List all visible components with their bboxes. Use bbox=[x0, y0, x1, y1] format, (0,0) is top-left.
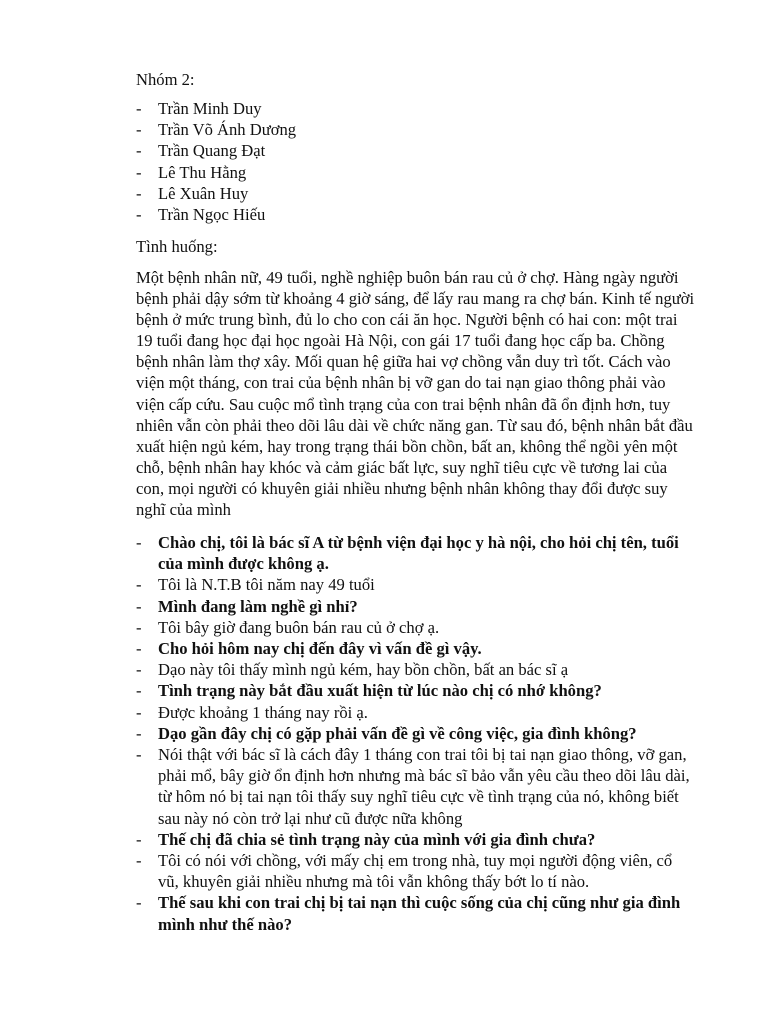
dialogue-list bbox=[136, 532, 696, 935]
patient-answer bbox=[136, 850, 696, 892]
dialogue-text: Được khoảng 1 tháng nay rồi ạ. bbox=[158, 702, 368, 722]
patient-answer bbox=[136, 744, 696, 829]
bullet-dash: - bbox=[136, 99, 142, 118]
dialogue-text: Tôi có nói với chồng, với mấy chị em trong nhà, tuy mọi người động viên, cổ vũ, khuyên giải nhiều nhưng mà tôi vẫn không thấy bớt lo tí nào. bbox=[158, 851, 673, 892]
dialogue-text: Tôi bây giờ đang buôn bán rau củ ở chợ ạ. bbox=[158, 617, 440, 637]
bullet-dash: - bbox=[136, 596, 142, 616]
dialogue-text: Thế sau khi con trai chị bị tai nạn thì cuộc sống của chị cũng như gia đình mình như thế nào? bbox=[158, 893, 681, 934]
bullet-dash: - bbox=[136, 141, 142, 161]
doctor-question bbox=[136, 892, 696, 934]
member-item bbox=[136, 162, 296, 183]
member-name: Trần Quang Đạt bbox=[158, 141, 266, 161]
member-item bbox=[136, 204, 296, 225]
dialogue-text: Cho hỏi hôm nay chị đến đây vì vấn đề gì vậy. bbox=[158, 639, 482, 659]
doctor-question bbox=[136, 680, 696, 701]
bullet-dash: - bbox=[136, 617, 142, 637]
member-item bbox=[136, 183, 296, 204]
dialogue-text: Dạo này tôi thấy mình ngủ kém, hay bồn chồn, bất an bác sĩ ạ bbox=[158, 660, 569, 680]
member-name: Lê Thu Hằng bbox=[158, 162, 247, 182]
dialogue-text: Mình đang làm nghề gì nhỉ? bbox=[158, 596, 358, 616]
bullet-dash: - bbox=[136, 120, 142, 140]
bullet-dash: - bbox=[136, 162, 142, 182]
patient-answer bbox=[136, 659, 696, 680]
doctor-question bbox=[136, 638, 696, 659]
dialogue-text: Tôi là N.T.B tôi năm nay 49 tuổi bbox=[158, 575, 375, 595]
dialogue-text: Tình trạng này bắt đầu xuất hiện từ lúc nào chị có nhớ không? bbox=[158, 681, 602, 701]
doctor-question bbox=[136, 596, 696, 617]
dialogue-text: Chào chị, tôi là bác sĩ A từ bệnh viện đại học y hà nội, cho hỏi chị tên, tuổi của mình được không ạ. bbox=[158, 533, 679, 574]
bullet-dash: - bbox=[136, 829, 142, 849]
bullet-dash: - bbox=[136, 681, 142, 701]
patient-answer bbox=[136, 617, 696, 638]
member-list bbox=[136, 98, 296, 225]
bullet-dash: - bbox=[136, 893, 142, 913]
bullet-dash: - bbox=[136, 575, 142, 595]
bullet-dash: - bbox=[136, 745, 142, 765]
doctor-question bbox=[136, 532, 696, 574]
doctor-question bbox=[136, 829, 696, 850]
dialogue-text: Nói thật với bác sĩ là cách đây 1 tháng con trai tôi bị tai nạn giao thông, vỡ gan, phải mổ, bây giờ ổn định hơn nhưng mà bác sĩ bảo vẫn yêu cầu theo dõi lâu dài, từ hôm nó bị tai nạn tôi thấy suy nghĩ tiêu cực về tình trạng của nó, không biết sau này nó còn trở lại như cũ được nữa không bbox=[158, 745, 690, 828]
member-name: Trần Ngọc Hiếu bbox=[158, 204, 266, 224]
group-title: Nhóm 2: bbox=[136, 70, 195, 89]
bullet-dash: - bbox=[136, 702, 142, 722]
bullet-dash: - bbox=[136, 851, 142, 871]
bullet-dash: - bbox=[136, 533, 142, 552]
member-item bbox=[136, 98, 296, 119]
member-name: Trần Võ Ánh Dương bbox=[158, 120, 297, 140]
situation-paragraph: Một bệnh nhân nữ, 49 tuổi, nghề nghiệp buôn bán rau củ ở chợ. Hàng ngày người bệnh phải dậy sớm từ khoảng 4 giờ sáng, để lấy rau mang ra chợ bán. Kinh tế người bệnh ở mức trung bình, đủ lo cho con cái ăn học. Người bệnh có hai con: một trai 19 tuổi đang học đại học ngoài Hà Nội, con gái 17 tuổi đang học cấp ba. Chồng bệnh nhân làm thợ xây. Mối quan hệ giữa hai vợ chồng vẫn duy trì tốt. Cách vào viện một tháng, con trai của bệnh nhân bị vỡ gan do tai nạn giao thông phải vào viện cấp cứu. Sau cuộc mổ tình trạng của con trai bệnh nhân đã ổn định hơn, tuy nhiên vẫn còn phải theo dõi lâu dài về chức năng gan. Từ sau đó, bệnh nhân bắt đầu xuất hiện ngủ kém, hay trong trạng thái bồn chồn, bất an, không thể ngồi yên một chỗ, bệnh nhân hay khóc và cảm giác bất lực, suy nghĩ tiêu cực về tương lai của con, mọi người có khuyên giải nhiều nhưng bệnh nhân không thay đổi được suy nghĩ của mình bbox=[136, 268, 695, 520]
patient-answer bbox=[136, 702, 696, 723]
bullet-dash: - bbox=[136, 660, 142, 680]
member-item bbox=[136, 140, 296, 161]
member-name: Trần Minh Duy bbox=[158, 99, 262, 118]
member-name: Lê Xuân Huy bbox=[158, 183, 249, 203]
patient-answer bbox=[136, 574, 696, 595]
dialogue-text: Dạo gần đây chị có gặp phải vấn đề gì về công việc, gia đình không? bbox=[158, 723, 637, 743]
situation-heading: Tình huống: bbox=[136, 237, 218, 256]
dialogue-text: Thế chị đã chia sẻ tình trạng này của mình với gia đình chưa? bbox=[158, 829, 596, 849]
bullet-dash: - bbox=[136, 639, 142, 659]
bullet-dash: - bbox=[136, 204, 142, 224]
member-item bbox=[136, 119, 296, 140]
bullet-dash: - bbox=[136, 723, 142, 743]
bullet-dash: - bbox=[136, 183, 142, 203]
doctor-question bbox=[136, 723, 696, 744]
